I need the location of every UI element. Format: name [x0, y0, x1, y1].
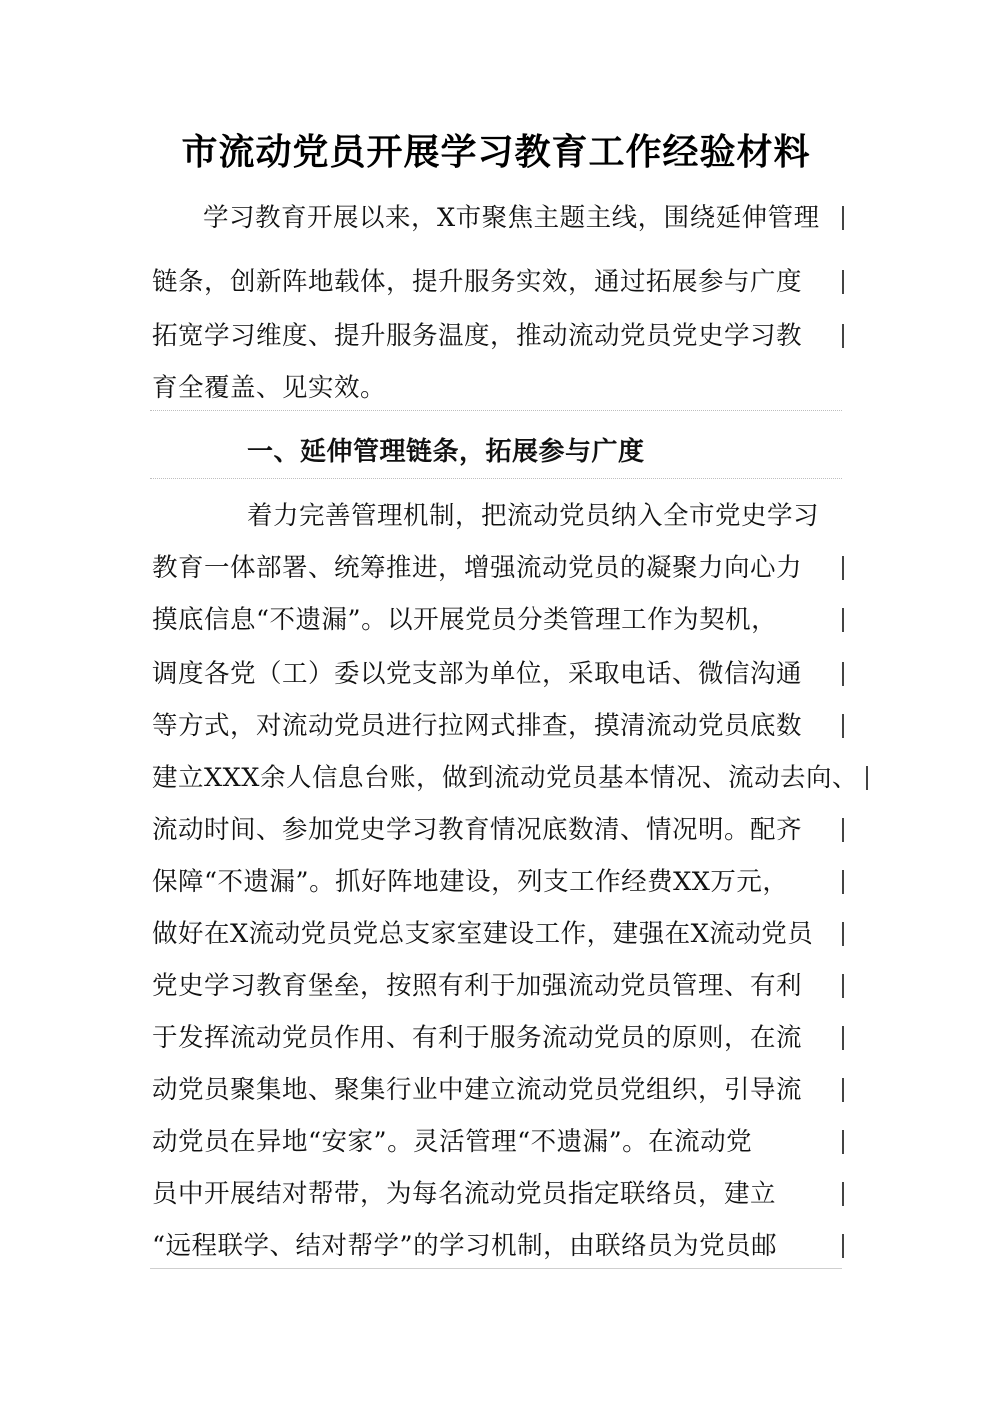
body-line: 调度各党（工）委以党支部为单位，采取电话、微信沟通 [152, 659, 803, 689]
margin-bar [842, 870, 844, 894]
intro-line: 学习教育开展以来，X市聚焦主题主线，围绕延伸管理 [203, 203, 820, 233]
body-line: 保障“不遗漏”。抓好阵地建设，列支工作经费XX万元， [152, 867, 789, 897]
intro-line: 育全覆盖、见实效。 [152, 373, 387, 403]
margin-bar [842, 556, 844, 580]
body-line: 着力完善管理机制，把流动党员纳入全市党史学习 [247, 501, 820, 531]
body-line: 做好在X流动党员党总支家室建设工作，建强在X流动党员 [152, 919, 814, 949]
section-divider [150, 410, 842, 411]
margin-bar [842, 1026, 844, 1050]
margin-bar [842, 1078, 844, 1102]
body-line: 教育一体部署、统筹推进，增强流动党员的凝聚力向心力 [152, 553, 803, 583]
document-title: 市流动党员开展学习教育工作经验材料 [181, 131, 811, 173]
body-line: 摸底信息“不遗漏”。以开展党员分类管理工作为契机， [152, 605, 778, 635]
margin-bar [842, 1130, 844, 1154]
body-line: 员中开展结对帮带，为每名流动党员指定联络员，建立 [152, 1179, 777, 1209]
body-line: 建立XXX余人信息台账，做到流动党员基本情况、流动去向、 [152, 763, 858, 793]
margin-bar [842, 1234, 844, 1258]
margin-bar [842, 922, 844, 946]
body-line: 党史学习教育堡垒，按照有利于加强流动党员管理、有利 [152, 971, 803, 1001]
margin-bar [842, 1182, 844, 1206]
section-heading: 一、延伸管理链条，拓展参与广度 [247, 437, 645, 467]
body-line: 于发挥流动党员作用、有利于服务流动党员的原则，在流 [152, 1023, 803, 1053]
margin-bar [842, 206, 844, 230]
margin-bar [842, 974, 844, 998]
margin-bar [866, 766, 868, 790]
margin-bar [842, 818, 844, 842]
margin-bar [842, 662, 844, 686]
intro-line: 拓宽学习维度、提升服务温度，推动流动党员党史学习教 [152, 321, 803, 351]
body-line: 动党员聚集地、聚集行业中建立流动党员党组织，引导流 [152, 1075, 803, 1105]
margin-bar [842, 608, 844, 632]
section-divider [150, 478, 842, 479]
margin-bar [842, 324, 844, 348]
margin-bar [842, 270, 844, 294]
body-line: 等方式，对流动党员进行拉网式排查，摸清流动党员底数 [152, 711, 803, 741]
body-line: 动党员在异地“安家”。灵活管理“不遗漏”。在流动党 [152, 1127, 753, 1157]
page-bottom-rule [150, 1268, 842, 1269]
body-line: 流动时间、参加党史学习教育情况底数清、情况明。配齐 [152, 815, 803, 845]
body-line: “远程联学、结对帮学”的学习机制，由联络员为党员邮 [152, 1231, 778, 1261]
intro-line: 链条，创新阵地载体，提升服务实效，通过拓展参与广度 [152, 267, 803, 297]
margin-bar [842, 714, 844, 738]
